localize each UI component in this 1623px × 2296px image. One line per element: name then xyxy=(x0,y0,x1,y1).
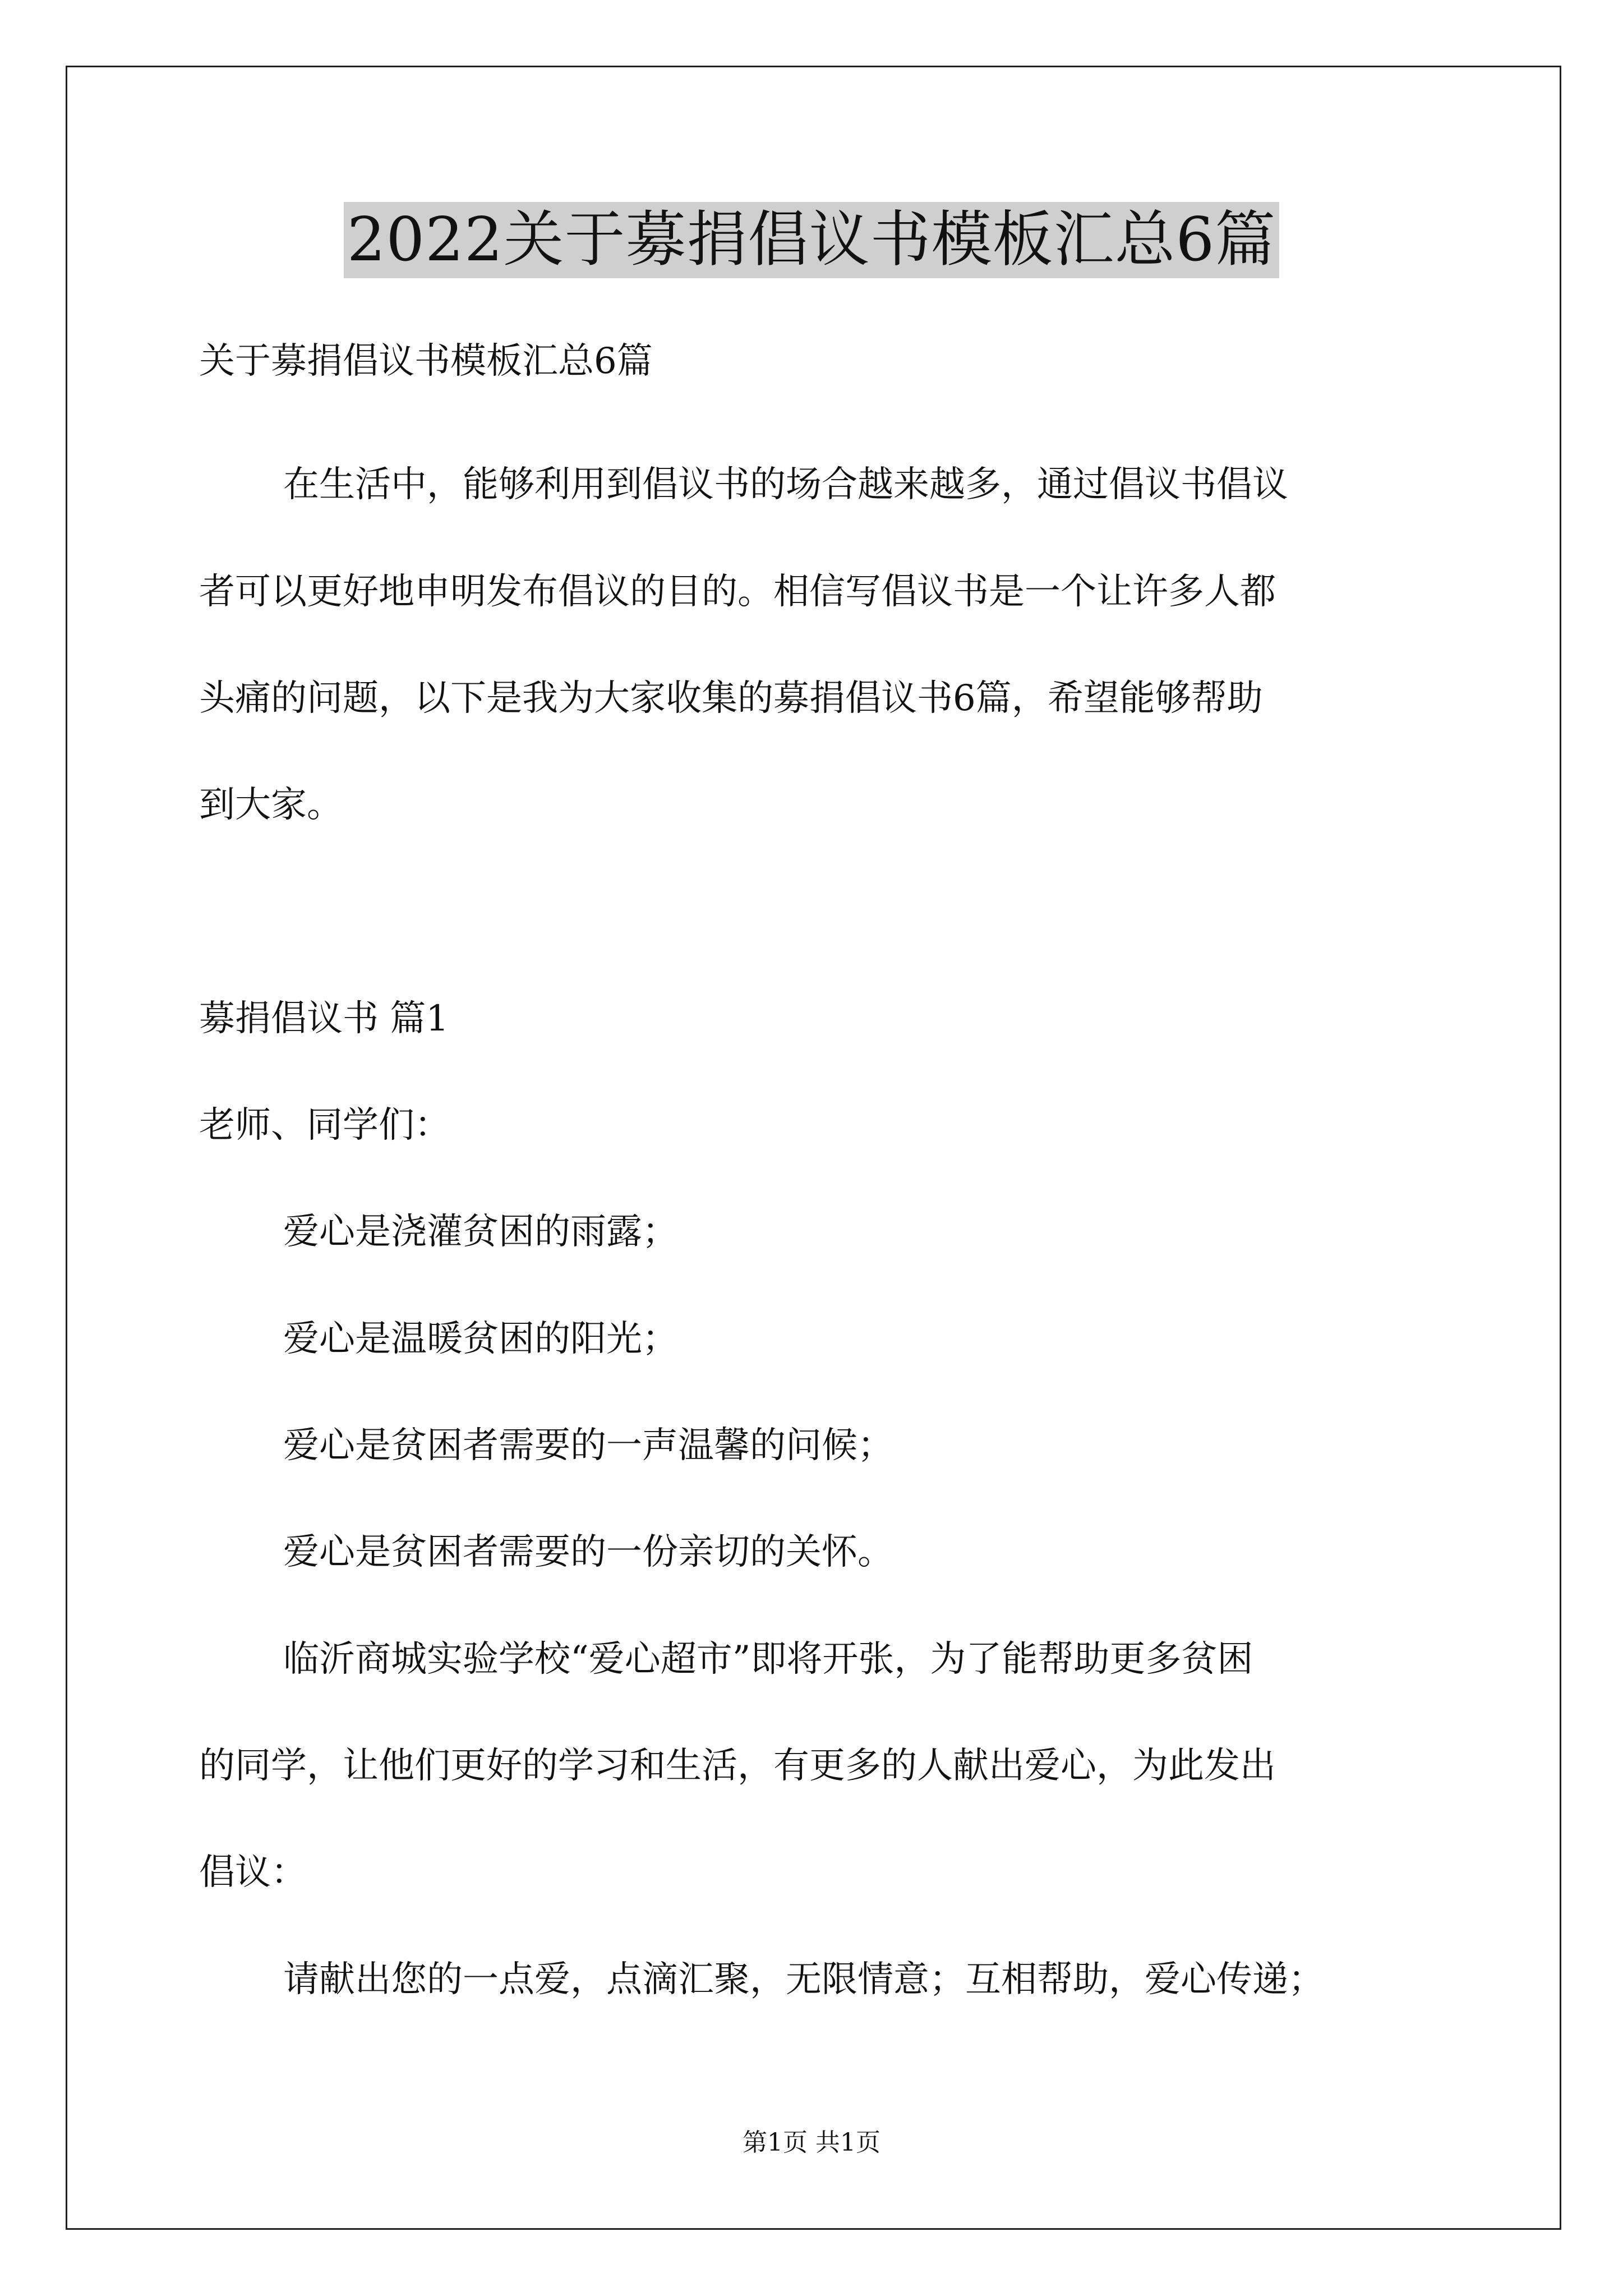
document-title: 2022关于募捐倡议书模板汇总6篇 xyxy=(344,202,1280,278)
love-line-2: 爱心是温暖贫困的阳光； xyxy=(283,1318,678,1360)
love-line-1: 爱心是浇灌贫困的雨露； xyxy=(283,1211,678,1253)
intro-line-3: 头痛的问题，以下是我为大家收集的募捐倡议书6篇，希望能够帮助 xyxy=(199,678,1263,719)
section-heading: 募捐倡议书 篇1 xyxy=(199,998,449,1039)
paragraph-line-1: 临沂商城实验学校“爱心超市”即将开张，为了能帮助更多贫困 xyxy=(283,1639,1253,1680)
intro-line-2: 者可以更好地申明发布倡议的目的。相信写倡议书是一个让许多人都 xyxy=(199,571,1276,613)
salutation: 老师、同学们： xyxy=(199,1105,450,1146)
love-line-3: 爱心是贫困者需要的一声温馨的问候； xyxy=(283,1425,893,1466)
intro-line-4: 到大家。 xyxy=(199,784,343,826)
paragraph-line-2: 的同学，让他们更好的学习和生活，有更多的人献出爱心，为此发出 xyxy=(199,1745,1276,1787)
intro-line-1: 在生活中，能够利用到倡议书的场合越来越多，通过倡议书倡议 xyxy=(283,464,1288,505)
document-subtitle: 关于募捐倡议书模板汇总6篇 xyxy=(199,341,653,382)
paragraph-line-3: 倡议： xyxy=(199,1852,307,1893)
page-footer: 第1页 共1页 xyxy=(743,2128,880,2157)
love-line-4: 爱心是贫困者需要的一份亲切的关怀。 xyxy=(283,1531,893,1573)
page-border xyxy=(66,66,1561,2230)
title-wrap xyxy=(0,202,1623,278)
last-line: 请献出您的一点爱，点滴汇聚，无限情意；互相帮助，爱心传递； xyxy=(283,1959,1324,2000)
